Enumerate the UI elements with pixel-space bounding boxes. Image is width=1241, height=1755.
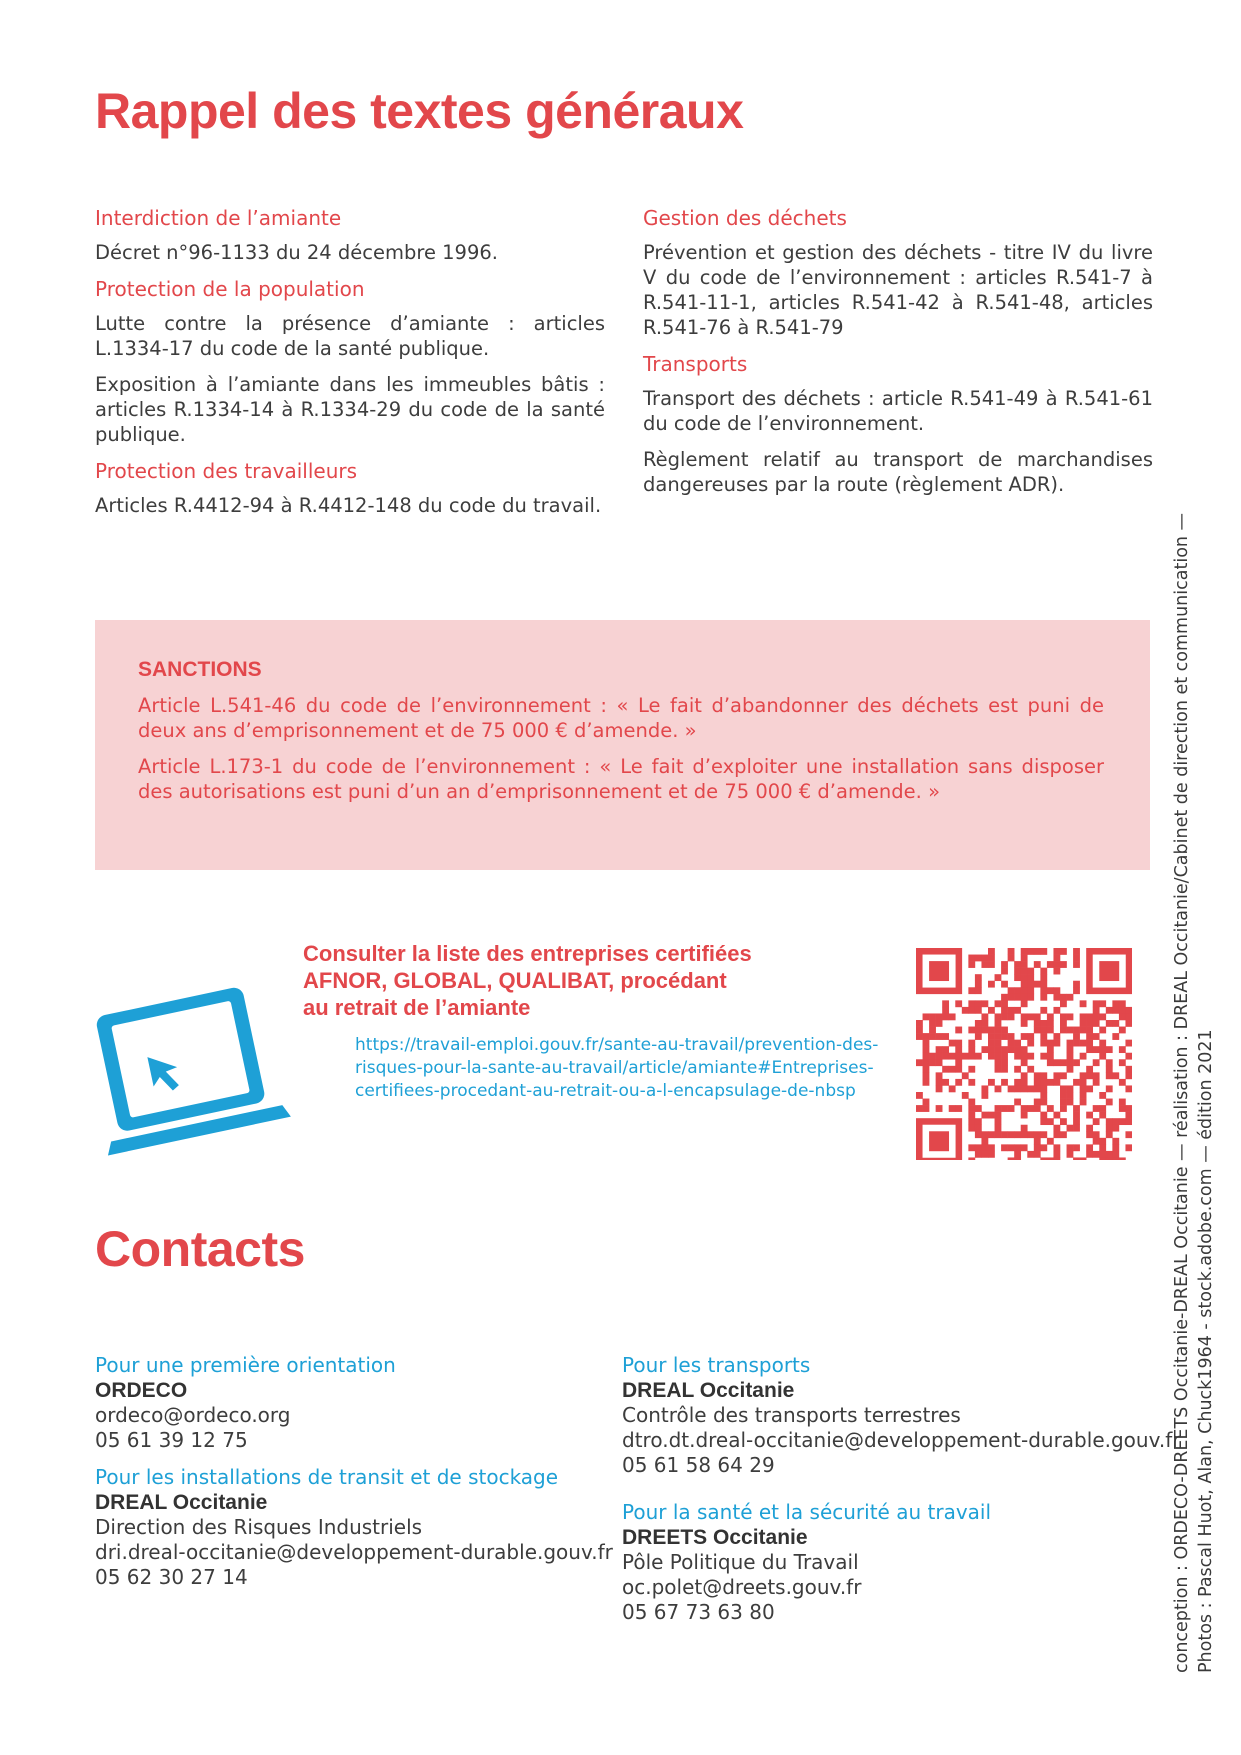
contacts-right-column xyxy=(622,1353,1181,1637)
rappel-section xyxy=(643,351,1153,497)
certified-heading xyxy=(303,940,803,1021)
contact-block xyxy=(622,1500,1142,1625)
contact-department: Contrôle des transports terrestres xyxy=(622,1403,961,1427)
contacts-left-column xyxy=(95,1353,615,1602)
laptop-cursor-icon xyxy=(92,970,307,1160)
qr-code[interactable] xyxy=(916,948,1132,1160)
contact-email[interactable]: dtro.dt.dreal-occitanie@developpement-durable.gouv.fr xyxy=(622,1428,1181,1452)
contact-block xyxy=(622,1353,1181,1478)
certified-heading-line: au retrait de l’amiante xyxy=(303,995,531,1020)
credits xyxy=(1170,343,1230,1673)
contact-organization: DREAL Occitanie xyxy=(622,1379,795,1402)
certified-heading-line: AFNOR, GLOBAL, QUALIBAT, procédant xyxy=(303,968,727,993)
section-title: Transports xyxy=(643,352,748,376)
credits-line: Photos : Pascal Huot, Alan, Chuck1964 - stock.adobe.com — édition 2021 xyxy=(1196,1029,1216,1673)
credits-line: conception : ORDECO-DREETS Occitanie-DREAL Occitanie — réalisation : DREAL Occitanie/Cabinet de direction et communication — xyxy=(1172,512,1192,1673)
sanctions-title: SANCTIONS xyxy=(138,658,262,681)
section-text: Articles R.4412-94 à R.4412-148 du code du travail. xyxy=(95,494,602,517)
contact-block xyxy=(95,1353,615,1453)
section-text: Prévention et gestion des déchets - titre IV du livre V du code de l’environnement : articles R.541-7 à R.541-11-1, articles R.541-42 à R.541-48, articles R.541-76 à R.541-79 xyxy=(643,241,1153,339)
contact-organization: DREAL Occitanie xyxy=(95,1491,268,1514)
section-text: Décret n°96-1133 du 24 décembre 1996. xyxy=(95,241,498,264)
rappel-section xyxy=(95,276,605,447)
contact-department: Pôle Politique du Travail xyxy=(622,1550,859,1574)
contact-block xyxy=(95,1465,615,1590)
contact-email[interactable]: oc.polet@dreets.gouv.fr xyxy=(622,1575,862,1599)
contact-topic: Pour la santé et la sécurité au travail xyxy=(622,1500,992,1524)
contact-phone: 05 67 73 63 80 xyxy=(622,1600,775,1624)
contact-organization: ORDECO xyxy=(95,1379,188,1402)
section-title: Gestion des déchets xyxy=(643,206,847,230)
sanction-text: Article L.541-46 du code de l’environnement : « Le fait d’abandonner des déchets est puni de deux ans d’emprisonnement et de 75 000 € d’amende. » xyxy=(138,694,1104,742)
certified-heading-line: Consulter la liste des entreprises certifiées xyxy=(303,941,752,966)
section-title: Protection des travailleurs xyxy=(95,459,358,483)
rappel-right-column xyxy=(643,205,1153,508)
contact-phone: 05 61 58 64 29 xyxy=(622,1453,775,1477)
sanction-text: Article L.173-1 du code de l’environnement : « Le fait d’exploiter une installation sans disposer des autorisations est puni d’un an d’emprisonnement et de 75 000 € d’amende. » xyxy=(138,755,1104,803)
contact-phone: 05 61 39 12 75 xyxy=(95,1428,248,1452)
contact-email[interactable]: ordeco@ordeco.org xyxy=(95,1403,291,1427)
rappel-section xyxy=(95,458,605,518)
contact-topic: Pour une première orientation xyxy=(95,1353,396,1377)
section-text: Règlement relatif au transport de marchandises dangereuses par la route (règlement ADR). xyxy=(643,448,1153,496)
rappel-left-column xyxy=(95,205,605,529)
section-text: Transport des déchets : article R.541-49 à R.541-61 du code de l’environnement. xyxy=(643,387,1153,435)
contact-topic: Pour les transports xyxy=(622,1353,811,1377)
section-title: Interdiction de l’amiante xyxy=(95,206,342,230)
section-title: Protection de la population xyxy=(95,277,365,301)
rappel-section xyxy=(95,205,605,265)
sanctions-panel xyxy=(95,620,1150,870)
contact-phone: 05 62 30 27 14 xyxy=(95,1565,248,1589)
section-text: Exposition à l’amiante dans les immeubles bâtis : articles R.1334-14 à R.1334-29 du code de la santé publique. xyxy=(95,373,605,446)
contact-organization: DREETS Occitanie xyxy=(622,1526,808,1549)
section-text: Lutte contre la présence d’amiante : articles L.1334-17 du code de la santé publique. xyxy=(95,312,605,360)
certified-list-link[interactable]: https://travail-emploi.gouv.fr/sante-au-travail/prevention-des-risques-pour-la-sante-au-travail/article/amiante#Entreprises-certifiees-procedant-au-retrait-ou-a-l-encapsulage-de-nbsp xyxy=(355,1035,879,1101)
contacts-title: Contacts xyxy=(95,1221,305,1277)
contact-topic: Pour les installations de transit et de stockage xyxy=(95,1465,559,1489)
contact-department: Direction des Risques Industriels xyxy=(95,1515,423,1539)
rappel-section xyxy=(643,205,1153,340)
contact-email[interactable]: dri.dreal-occitanie@developpement-durable.gouv.fr xyxy=(95,1540,613,1564)
rappel-title: Rappel des textes généraux xyxy=(95,83,744,139)
